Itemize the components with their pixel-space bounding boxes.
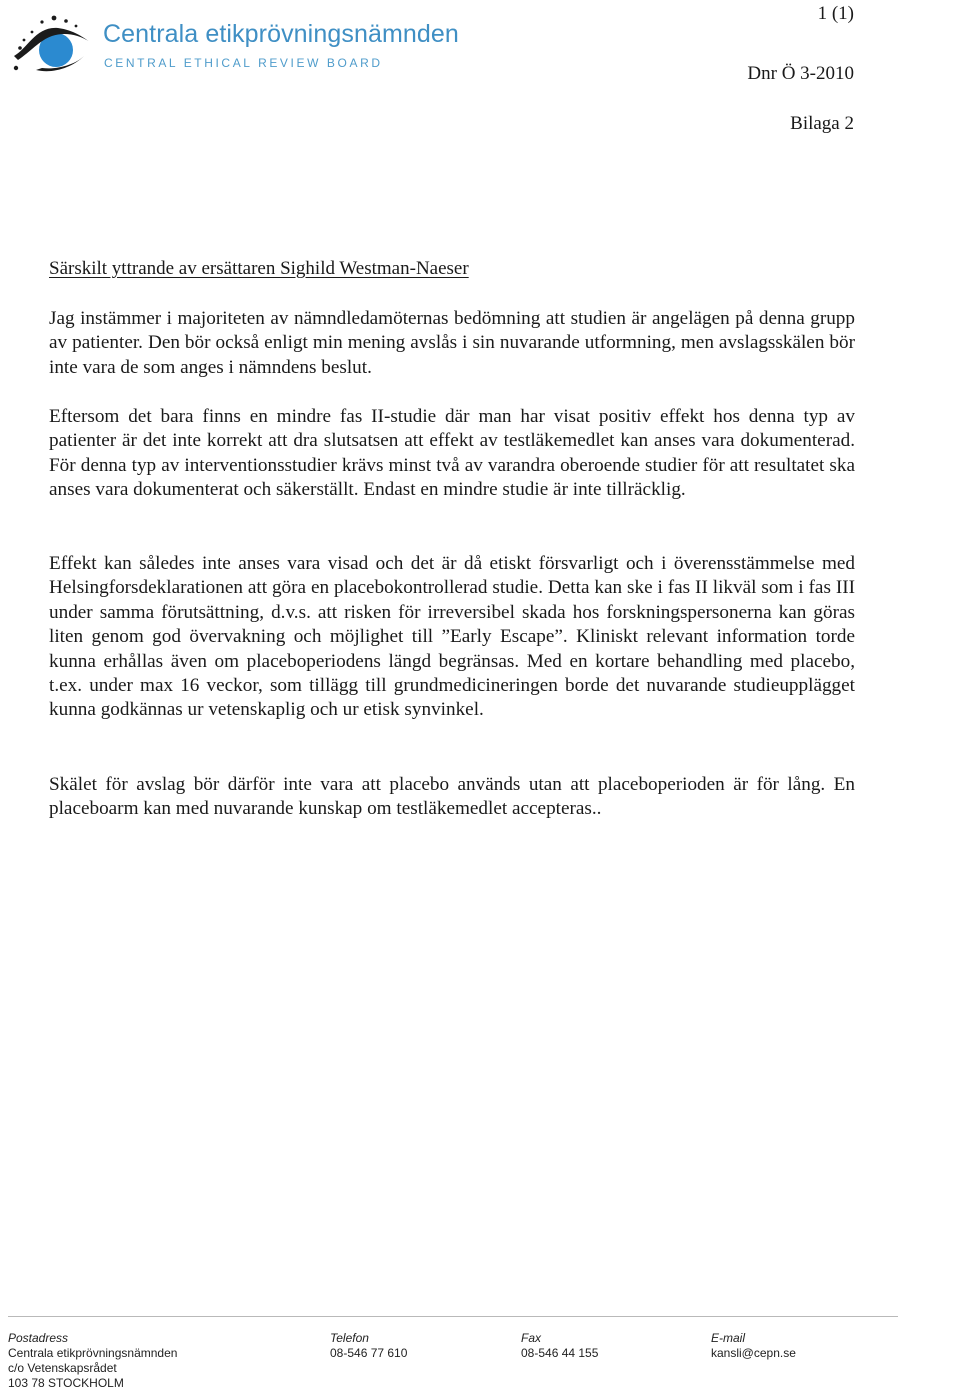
footer-fax-label: Fax <box>521 1331 542 1345</box>
paragraph-placebo-justification: Effekt kan således inte anses vara visad och det är då etiskt försvarligt och i överensstämmelse med Helsingforsdeklarationen att göra en placebokontrollerad studie. Detta kan ske i fas II likväl som i fas III under samma förutsättning, d.v.s. att risken för irreversibel skada hos forskningspersonerna kan göras liten genom god övervakning och möjlighet till ”Early Escape”. Kliniskt relevant information torde kunna erhållas även om placeboperiodens längd begränsas. Med en kortare behandling med placebo, t.ex. under max 16 veckor, som tillägg till grundmedicineringen borde det nuvarande studieupplägget kunna godkännas ur vetenskaplig och ur etisk synvinkel. <box>49 553 855 721</box>
footer-fax-value: 08-546 44 155 <box>521 1346 599 1360</box>
paragraph-conclusion: Skälet för avslag bör därför inte vara att placebo används utan att placeboperioden är för lång. En placeboarm kan med nuvarande kunskap om testläkemedlet accepteras.. <box>49 774 855 820</box>
footer-postal-line: c/o Vetenskapsrådet <box>8 1361 117 1375</box>
footer-divider <box>8 1316 898 1317</box>
organization-subtitle: CENTRAL ETHICAL REVIEW BOARD <box>104 56 383 70</box>
footer-email <box>711 1331 796 1361</box>
paragraph-evidence: Eftersom det bara finns en mindre fas II-studie där man har visat positiv effekt hos denna typ av patienter är det inte korrekt att dra slutsatsen att effekt av testläkemedlet kan anses vara dokumenterad. För denna typ av interventionsstudier krävs minst två av varandra oberoende studier för att resultatet ska anses vara dokumenterat och säkerställt. Endast en mindre studie är inte tillräcklig. <box>49 406 855 501</box>
footer-postal-line: Centrala etikprövningsnämnden <box>8 1346 178 1360</box>
footer-email-value: kansli@cepn.se <box>711 1346 796 1360</box>
case-number: Dnr Ö 3-2010 <box>747 63 854 84</box>
footer-postal-line: 103 78 STOCKHOLM <box>8 1376 124 1390</box>
footer-postal-label: Postadress <box>8 1331 69 1345</box>
document-heading: Särskilt yttrande av ersättaren Sighild Westman-Naeser <box>49 258 469 279</box>
footer-phone-label: Telefon <box>330 1331 369 1345</box>
footer-postal-address <box>8 1331 177 1391</box>
logo-icon <box>6 12 98 76</box>
attachment-label: Bilaga 2 <box>790 113 854 134</box>
paragraph-agreement: Jag instämmer i majoriteten av nämndledamöternas bedömning att studien är angelägen på denna grupp av patienter. Den bör också enligt min mening avslås i sin nuvarande utformning, men avslagsskälen bör inte vara de som anges i nämndens beslut. <box>49 308 855 378</box>
organization-name: Centrala etikprövningsnämnden <box>103 20 459 48</box>
footer-email-label: E-mail <box>711 1331 746 1345</box>
footer-phone-value: 08-546 77 610 <box>330 1346 408 1360</box>
footer-phone <box>330 1331 407 1361</box>
page-number: 1 (1) <box>817 3 854 24</box>
footer-fax <box>521 1331 598 1361</box>
